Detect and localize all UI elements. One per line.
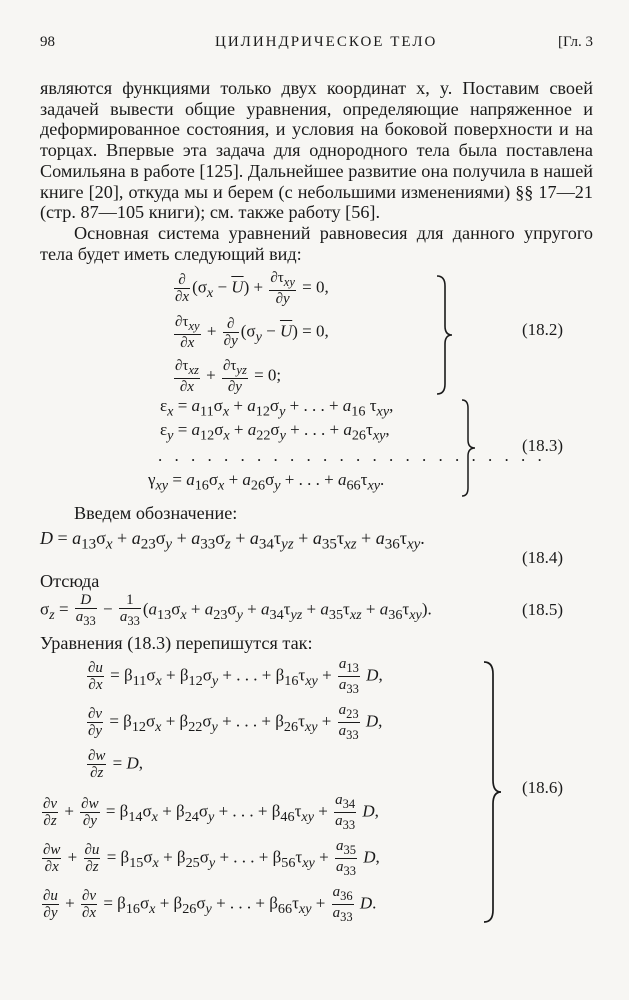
equation-number-18-3: (18.3)	[522, 436, 564, 456]
right-brace	[435, 274, 455, 396]
equation-18-4-line: $D = a_{13}\sigma_x + a_{23}\sigma_y + a_{33}\sigma_z + a_{34}\tau_{yz} + a_{35}\tau_{xz} + a_{36}\tau_{xy}$.	[40, 528, 425, 553]
equation-number-18-2: (18.2)	[522, 320, 564, 340]
page-number: 98	[40, 34, 55, 50]
equation-18-5	[40, 592, 593, 632]
equation-number-18-6: (18.6)	[522, 778, 564, 798]
equation-18-3-line-3: $\gamma_{xy} = a_{16}\sigma_x + a_{26}\sigma_y$ + . . . + $a_{66}\tau_{xy}$.	[148, 470, 385, 494]
notation-intro: Введем обозначение:	[74, 503, 238, 524]
equation-18-4	[40, 524, 593, 570]
equation-18-6-line-1: $\frac{\partial u}{\partial x}$ = $\beta_{11}\sigma_x + \beta_{12}\sigma_y$ + . . . + $\beta_{16}\tau_{xy}$ + $\frac{a_{13}}{a_{33}}$ D,	[88, 656, 383, 697]
equation-18-6-line-4: $\frac{\partial v}{\partial z}$ + $\frac{\partial w}{\partial y}$ = $\beta_{14}\sigma_x + \beta_{24}\sigma_y$ + . . . + $\beta_{46}\tau_{xy}$ + $\frac{a_{34}}{a_{33}}$ D,	[43, 792, 379, 833]
rewrite-intro: Уравнения (18.3) перепишутся так:	[40, 633, 313, 654]
chapter-label: [Гл. 3	[557, 34, 593, 50]
equation-number-18-5: (18.5)	[522, 600, 564, 620]
paragraph-2: Основная система уравнений равновесия для данного упругого тела будет иметь следующий вид:	[40, 222, 593, 264]
page	[40, 34, 593, 928]
equation-18-6-line-5: $\frac{\partial w}{\partial x}$ + $\frac{\partial u}{\partial z}$ = $\beta_{15}\sigma_x + \beta_{25}\sigma_y$ + . . . + $\beta_{56}\tau_{xy}$ + $\frac{a_{35}}{a_{33}}$ D,	[43, 838, 380, 879]
equation-number-18-4: (18.4)	[522, 548, 564, 568]
equation-18-2-line-2: $\frac{\partial\tau_{xy}}{\partial x}$ + $\frac{\partial}{\partial y}$ $(\sigma_y - \overline{U}) = 0$,	[175, 314, 329, 352]
equation-18-6-line-6: $\frac{\partial u}{\partial y}$ + $\frac{\partial v}{\partial x}$ = $\beta_{16}\sigma_x + \beta_{26}\sigma_y$ + . . . + $\beta_{66}\tau_{xy}$ + $\frac{a_{36}}{a_{33}}$ D.	[43, 884, 377, 925]
equation-18-3-line-1: $\varepsilon_x = a_{11}\sigma_x + a_{12}\sigma_y$ + . . . + $a_{16}$ $\tau_{xy}$,	[160, 396, 394, 420]
equation-18-6-line-3: $\frac{\partial w}{\partial z}$ = D,	[88, 748, 144, 782]
equation-18-3-dots: . . . . . . . . . . . . . . . . . . . . . . . .	[158, 446, 546, 466]
equation-18-3-line-2: $\varepsilon_y = a_{12}\sigma_x + a_{22}\sigma_y$ + . . . + $a_{26}\tau_{xy}$,	[160, 420, 390, 444]
running-title: ЦИЛИНДРИЧЕСКОЕ ТЕЛО	[215, 34, 438, 50]
equation-18-2	[40, 268, 593, 396]
equation-18-3	[40, 396, 593, 502]
equation-18-2-line-3: $\frac{\partial\tau_{xz}}{\partial x}$ + $\frac{\partial\tau_{yz}}{\partial y}$ = 0;	[175, 358, 282, 396]
right-brace	[482, 660, 504, 924]
equation-18-6	[40, 656, 593, 928]
equation-18-2-line-1: $\frac{\partial}{\partial x}$ $(\sigma_x - \overline{U})$ + $\frac{\partial\tau_{xy}}{\partial y}$ = 0,	[175, 270, 329, 308]
running-header	[40, 34, 593, 58]
equation-18-5-line: $\sigma_z$ = $\frac{D}{a_{33}}$ − $\frac{1}{a_{33}}$ $(a_{13}\sigma_x + a_{23}\sigma_y + a_{34}\tau_{yz} + a_{35}\tau_{xz} + a_{36}\tau_{xy})$.	[40, 592, 432, 629]
equation-18-6-line-2: $\frac{\partial v}{\partial y}$ = $\beta_{12}\sigma_x + \beta_{22}\sigma_y$ + . . . + $\beta_{26}\tau_{xy}$ + $\frac{a_{23}}{a_{33}}$ D,	[88, 702, 383, 743]
right-brace	[460, 398, 478, 498]
paragraph-1: являются функциями только двух координат x, y. Поставим своей задачей вывести общие уравнения, определяющие напряженное и деформированное состояния, и условия на боковой поверхности и на торцах. Впервые эта задача для однородного тела была поставлена Сомильяна в работе [125]. Дальнейшее развитие она получила в нашей книге [20], откуда мы и берем (с небольшими изменениями) §§ 17—21 (стр. 87—105 книги); см. также работу [56].	[40, 78, 593, 223]
hence-label: Отсюда	[40, 571, 100, 592]
